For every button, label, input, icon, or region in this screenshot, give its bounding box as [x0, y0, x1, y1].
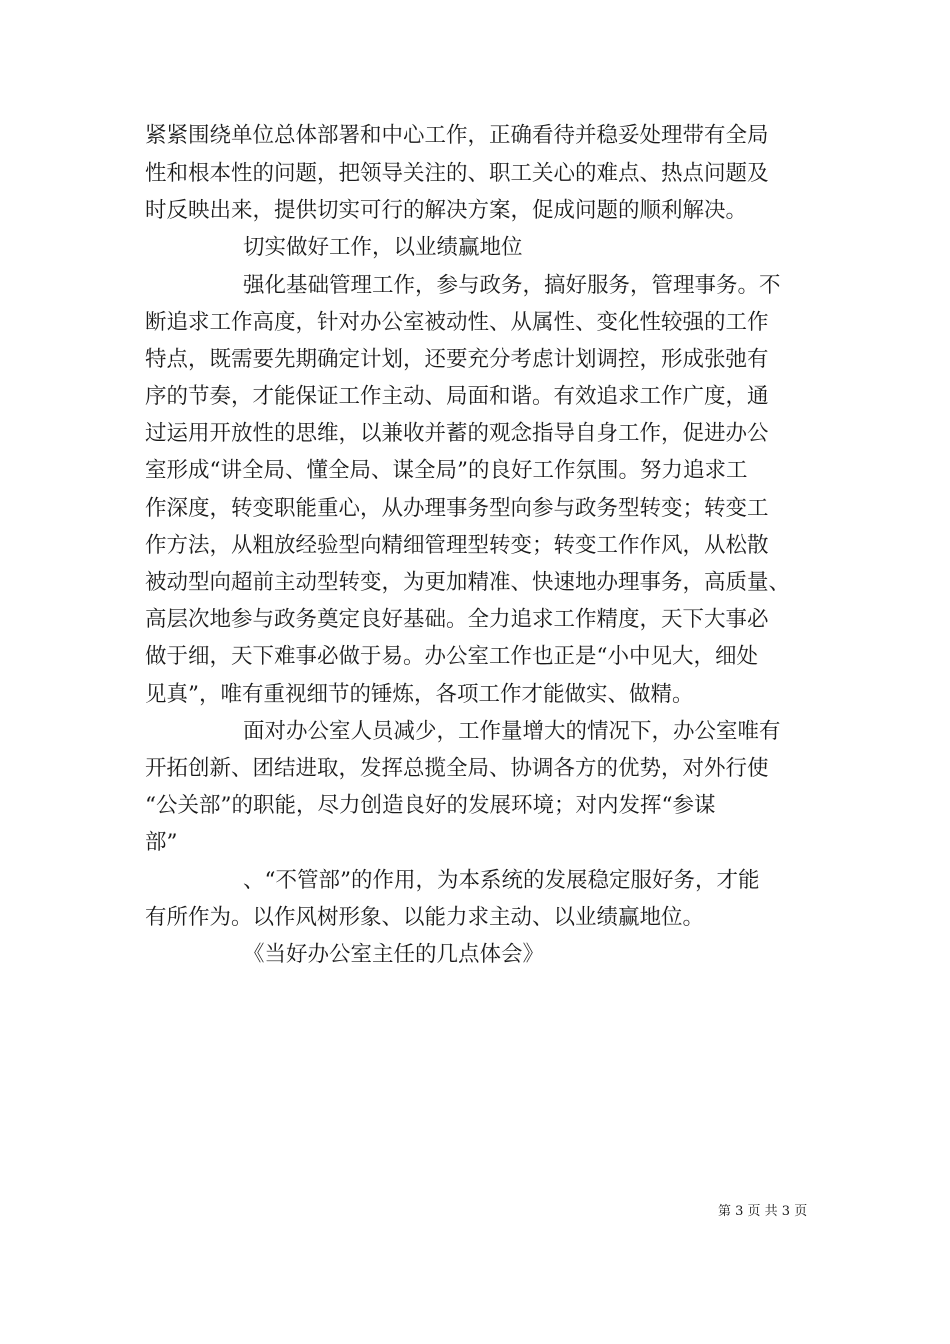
paragraph-line: 室形成“讲全局、懂全局、谋全局”的良好工作氛围。努力追求工	[145, 458, 748, 483]
page-number-footer: 第 3 页 共 3 页	[718, 1204, 808, 1219]
paragraph-line: 见真”，唯有重视细节的锤炼，各项工作才能做实、做精。	[145, 682, 694, 707]
document-title-reference: 《当好办公室主任的几点体会》	[243, 942, 545, 967]
paragraph-line: 强化基础管理工作，参与政务，搞好服务，管理事务。不	[243, 273, 781, 298]
paragraph-line: 时反映出来，提供切实可行的解决方案，促成问题的顺利解决。	[145, 198, 748, 223]
paragraph-line: 被动型向超前主动型转变，为更加精准、快速地办理事务，高质量、	[145, 570, 791, 595]
paragraph-line: 面对办公室人员减少，工作量增大的情况下，办公室唯有	[243, 719, 781, 744]
paragraph-line: 性和根本性的问题，把领导关注的、职工关心的难点、热点问题及	[145, 161, 769, 186]
paragraph-line: 高层次地参与政务奠定良好基础。全力追求工作精度，天下大事必	[145, 607, 769, 632]
paragraph-line: 序的节奏，才能保证工作主动、局面和谐。有效追求工作广度，通	[145, 384, 769, 409]
paragraph-line: 、“不管部”的作用，为本系统的发展稳定服好务，才能	[243, 868, 760, 893]
paragraph-line: 紧紧围绕单位总体部署和中心工作，正确看待并稳妥处理带有全局	[145, 123, 769, 148]
paragraph-line: 作深度，转变职能重心，从办理事务型向参与政务型转变；转变工	[145, 496, 769, 521]
paragraph-line: 做于细，天下难事必做于易。办公室工作也正是“小中见大，细处	[145, 644, 758, 669]
paragraph-line: 特点，既需要先期确定计划，还要充分考虑计划调控，形成张弛有	[145, 347, 769, 372]
paragraph-line: 过运用开放性的思维，以兼收并蓄的观念指导自身工作，促进办公	[145, 421, 769, 446]
paragraph-line: “公关部”的职能，尽力创造良好的发展环境；对内发挥“参谋	[145, 793, 716, 818]
paragraph-line: 有所作为。以作风树形象、以能力求主动、以业绩赢地位。	[145, 905, 705, 930]
paragraph-line: 部”	[145, 830, 178, 855]
paragraph-line: 开拓创新、团结进取，发挥总揽全局、协调各方的优势，对外行使	[145, 756, 769, 781]
paragraph-line: 断追求工作高度，针对办公室被动性、从属性、变化性较强的工作	[145, 310, 769, 335]
section-heading: 切实做好工作，以业绩赢地位	[243, 235, 523, 260]
paragraph-line: 作方法，从粗放经验型向精细管理型转变；转变工作作风，从松散	[145, 533, 769, 558]
